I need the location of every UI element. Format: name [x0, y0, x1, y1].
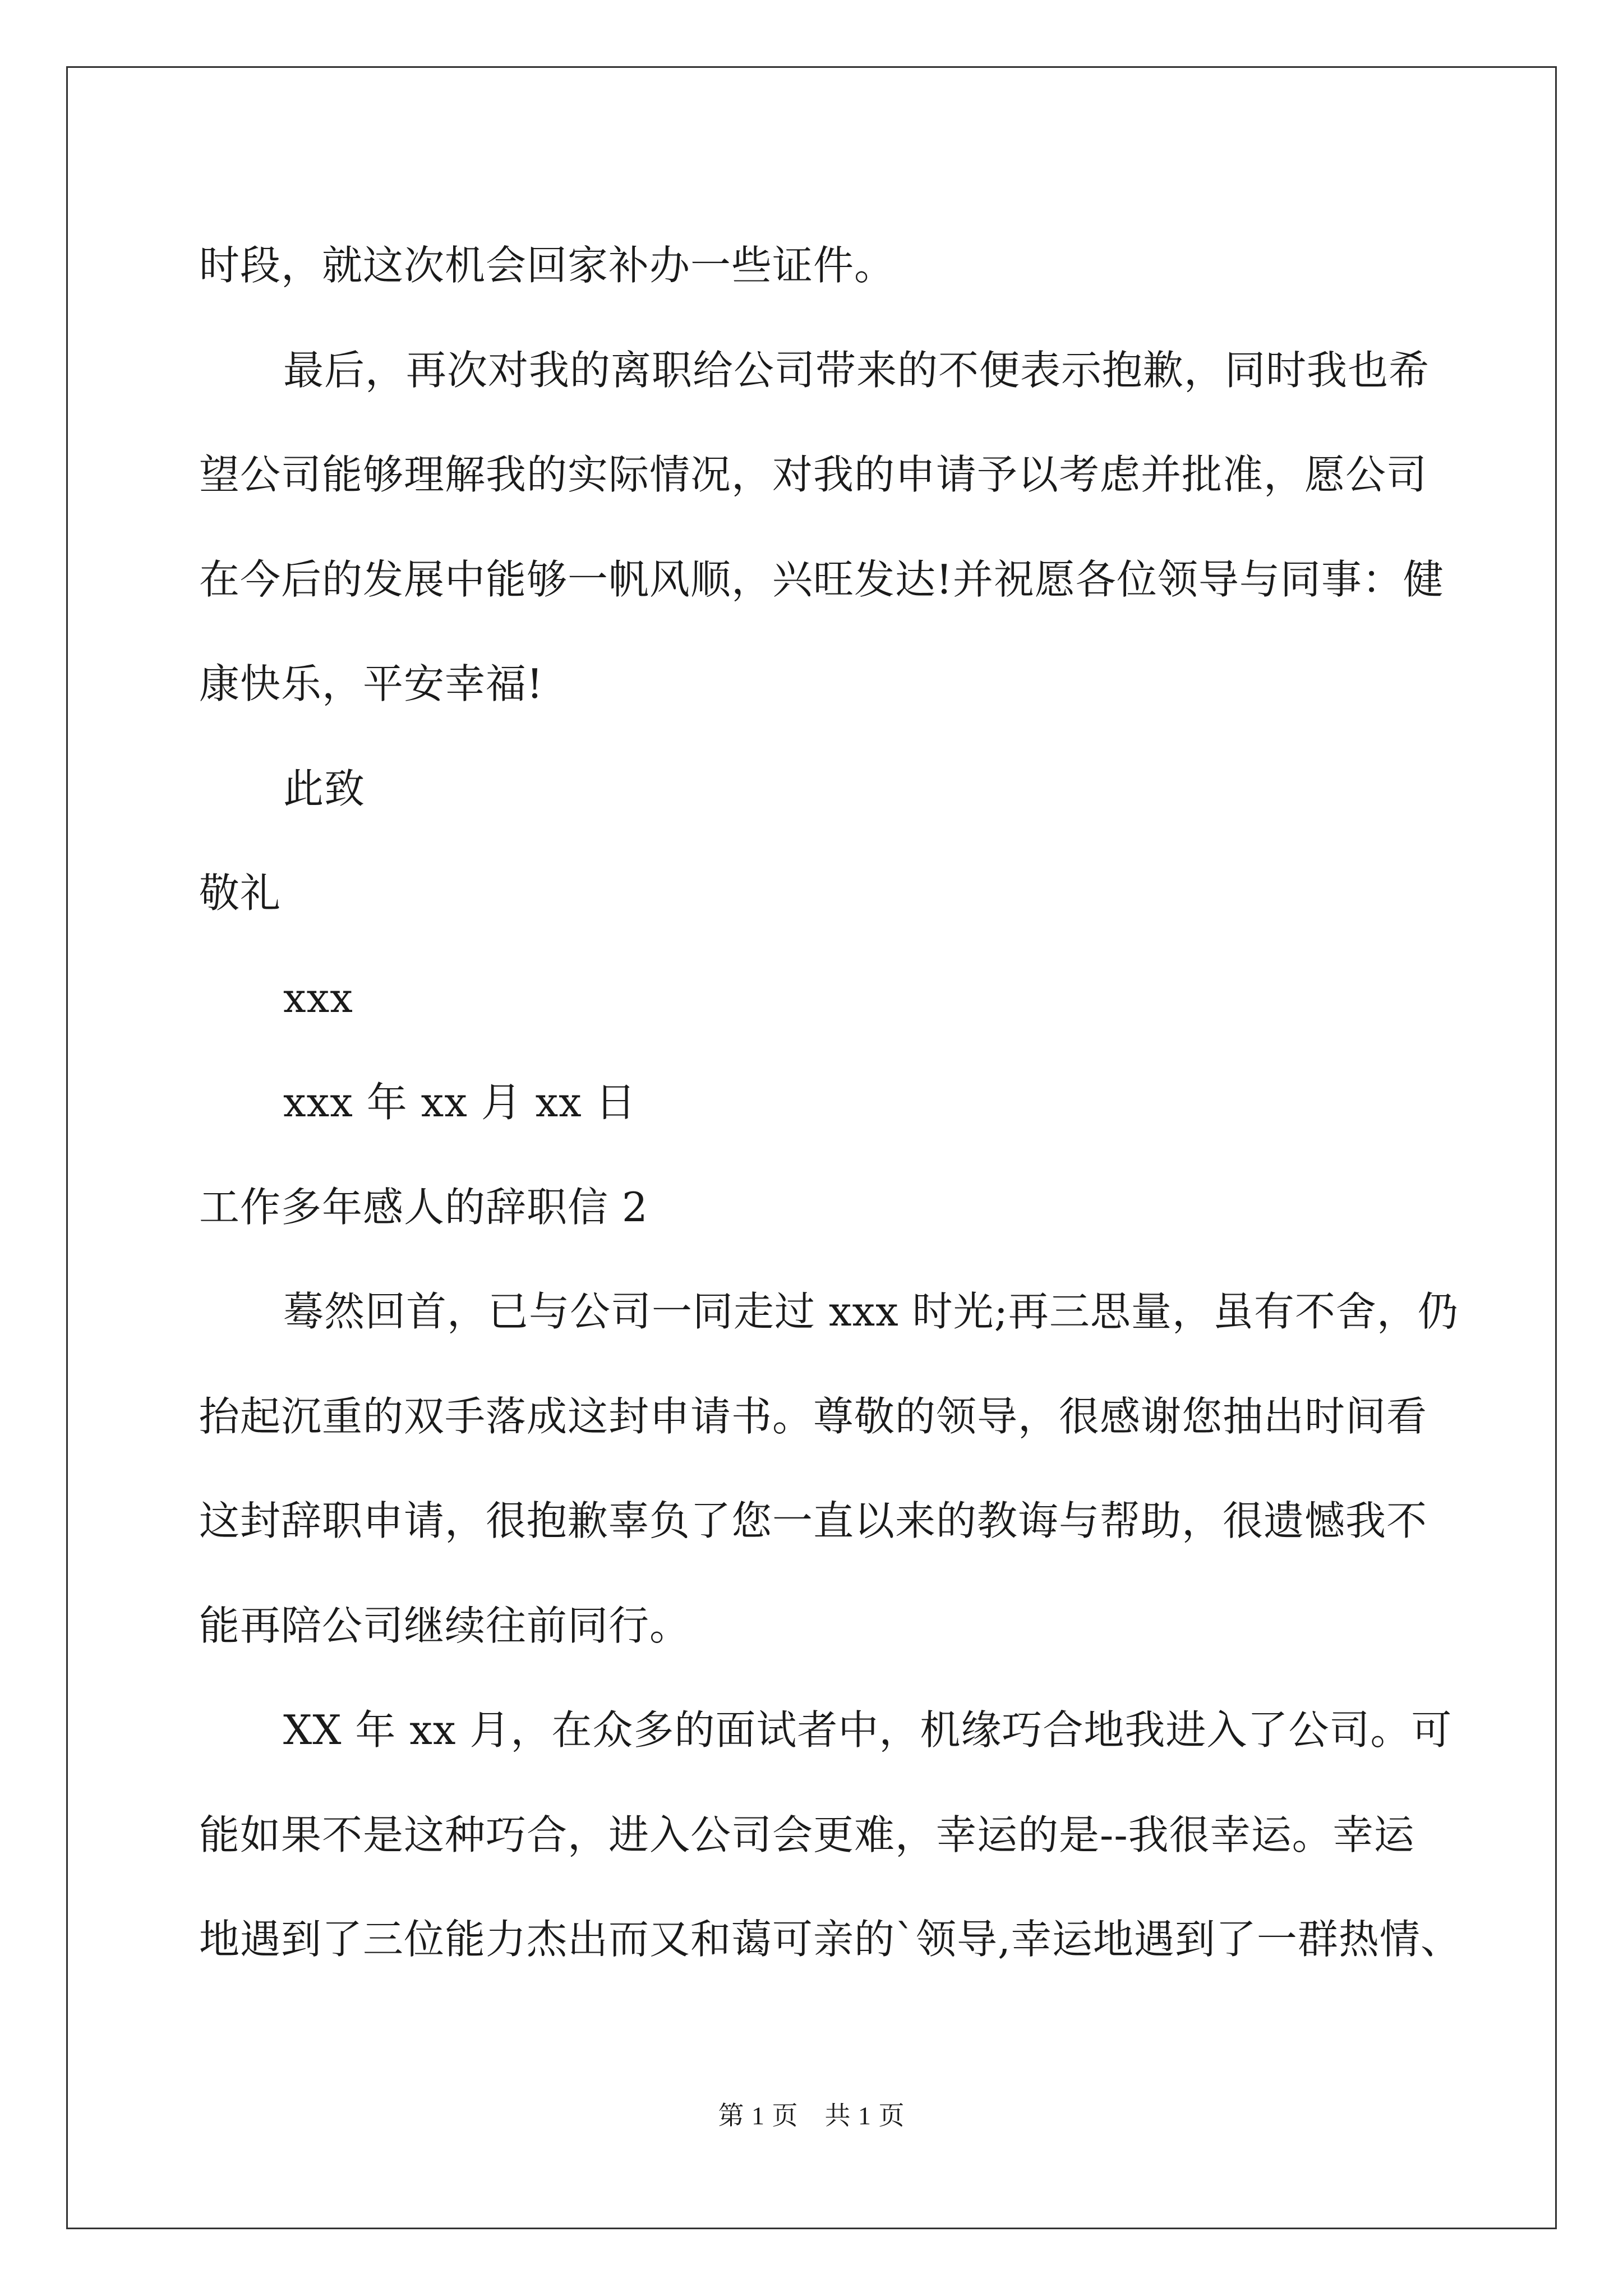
- text-line-17: 地遇到了三位能力杰出而又和蔼可亲的`领导,幸运地遇到了一群热情、: [199, 1916, 1461, 1963]
- text-line-16: 能如果不是这种巧合，进入公司会更难，幸运的是--我很幸运。幸运: [199, 1811, 1415, 1858]
- text-line-13: 这封辞职申请，很抱歉辜负了您一直以来的教诲与帮助，很遗憾我不: [199, 1497, 1428, 1544]
- signature-name: xxx: [283, 974, 353, 1022]
- text-line-4: 在今后的发展中能够一帆风顺，兴旺发达!并祝愿各位领导与同事：健: [199, 555, 1444, 603]
- signature-date: xxx 年 xx 月 xx 日: [283, 1079, 637, 1126]
- document-body: [199, 213, 1461, 1992]
- text-line-11: 蓦然回首，已与公司一同走过 xxx 时光;再三思量，虽有不舍，仍: [283, 1288, 1459, 1335]
- closing-line: 敬礼: [199, 869, 282, 917]
- text-line-14: 能再陪公司继续往前同行。: [199, 1602, 691, 1649]
- text-line-15: XX 年 xx 月，在众多的面试者中，机缘巧合地我进入了公司。可: [283, 1706, 1453, 1754]
- text-line-3: 望公司能够理解我的实际情况，对我的申请予以考虑并批准，愿公司: [199, 451, 1428, 498]
- text-line-5: 康快乐，平安幸福!: [199, 660, 543, 707]
- text-line-2: 最后，再次对我的离职给公司带来的不便表示抱歉，同时我也希: [283, 346, 1430, 394]
- text-line-12: 抬起沉重的双手落成这封申请书。尊敬的领导，很感谢您抽出时间看: [199, 1392, 1428, 1440]
- page-footer: 第 1 页 共 1 页: [718, 2101, 905, 2130]
- salutation-line: 此致: [283, 765, 366, 812]
- text-line-1: 时段，就这次机会回家补办一些证件。: [199, 242, 896, 289]
- section-heading: 工作多年感人的辞职信 2: [199, 1183, 648, 1231]
